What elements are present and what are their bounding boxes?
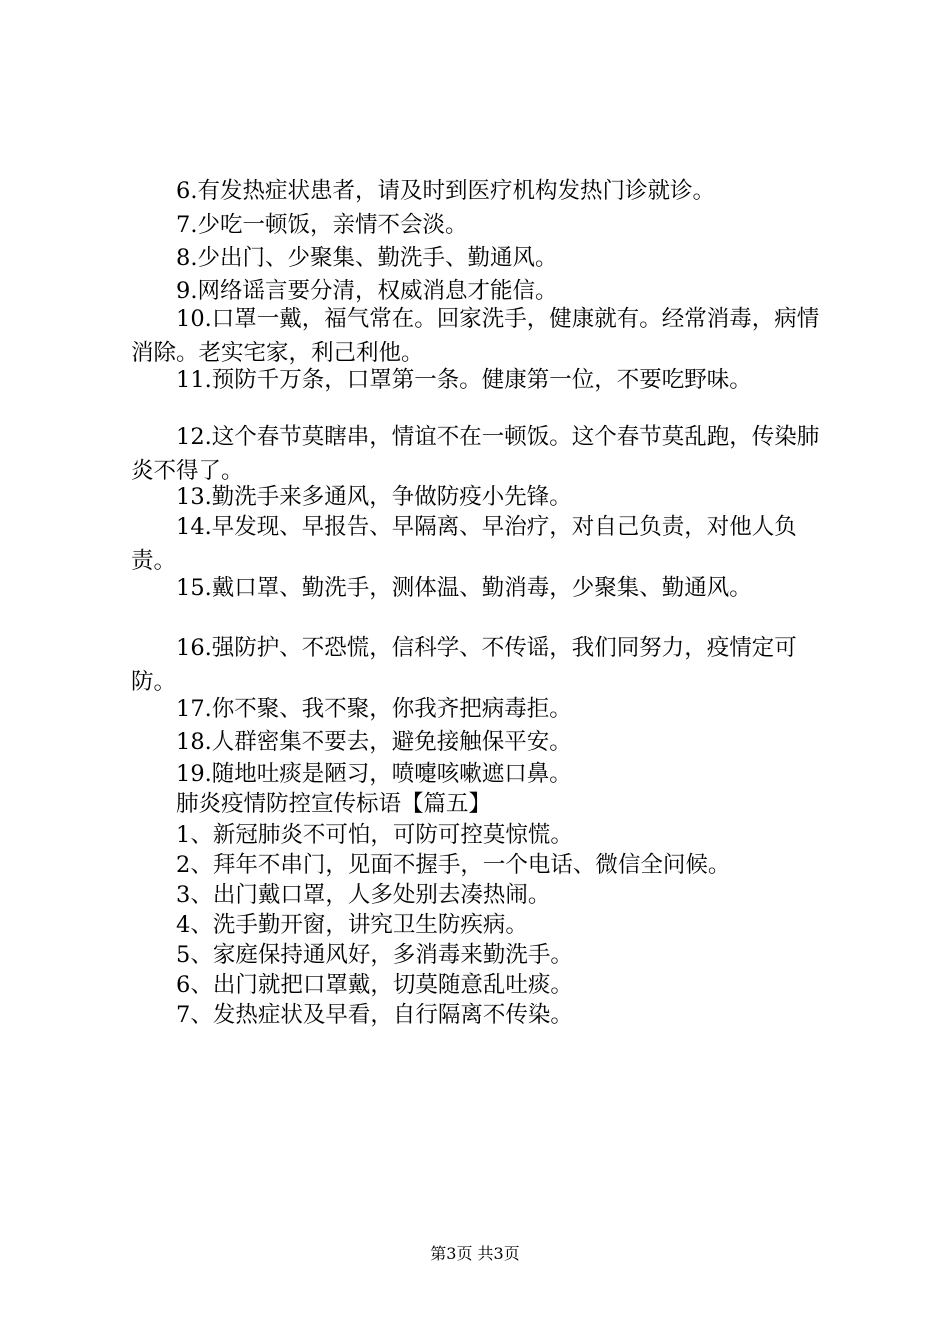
page-number-footer: 第3页 共3页 [430, 1244, 520, 1263]
slogan-15: 15.戴口罩、勤洗手，测体温、勤消毒，少聚集、勤通风。 [176, 575, 752, 601]
slogan-13: 13.勤洗手来多通风，争做防疫小先锋。 [176, 484, 572, 510]
slogan-9: 9.网络谣言要分清，权威消息才能信。 [176, 278, 558, 304]
section5-item-2: 2、拜年不串门，见面不握手，一个电话、微信全问候。 [176, 852, 731, 878]
slogan-7: 7.少吃一顿饭，亲情不会淡。 [176, 212, 468, 238]
slogan-14: 14.早发现、早报告、早隔离、早治疗，对自己负责，对他人负责。 [131, 514, 797, 574]
slogan-6: 6.有发热症状患者，请及时到医疗机构发热门诊就诊。 [176, 178, 715, 204]
slogan-11: 11.预防千万条，口罩第一条。健康第一位，不要吃野味。 [176, 367, 752, 393]
slogan-8: 8.少出门、少聚集、勤洗手、勤通风。 [176, 245, 558, 271]
section5-item-6: 6、出门就把口罩戴，切莫随意乱吐痰。 [176, 972, 573, 998]
slogan-19: 19.随地吐痰是陋习，喷嚏咳嗽遮口鼻。 [176, 761, 572, 787]
slogan-17: 17.你不聚、我不聚，你我齐把病毒拒。 [176, 696, 572, 722]
section-heading: 肺炎疫情防控宣传标语【篇五】 [176, 791, 492, 817]
slogan-18: 18.人群密集不要去，避免接触保平安。 [176, 729, 572, 755]
section5-item-4: 4、洗手勤开窗，讲究卫生防疾病。 [176, 912, 528, 938]
section5-item-3: 3、出门戴口罩，人多处别去凑热闹。 [176, 882, 551, 908]
section5-item-7: 7、发热症状及早看，自行隔离不传染。 [176, 1002, 573, 1028]
section5-item-5: 5、家庭保持通风好，多消毒来勤洗手。 [176, 942, 573, 968]
slogan-10: 10.口罩一戴，福气常在。回家洗手，健康就有。经常消毒，病情消除。老实宅家，利己利他。 [131, 306, 820, 366]
section5-item-1: 1、新冠肺炎不可怕，可防可控莫惊慌。 [176, 822, 573, 848]
slogan-12: 12.这个春节莫瞎串，情谊不在一顿饭。这个春节莫乱跑，传染肺炎不得了。 [131, 424, 820, 484]
slogan-16: 16.强防护、不恐慌，信科学、不传谣，我们同努力，疫情定可防。 [131, 635, 797, 695]
